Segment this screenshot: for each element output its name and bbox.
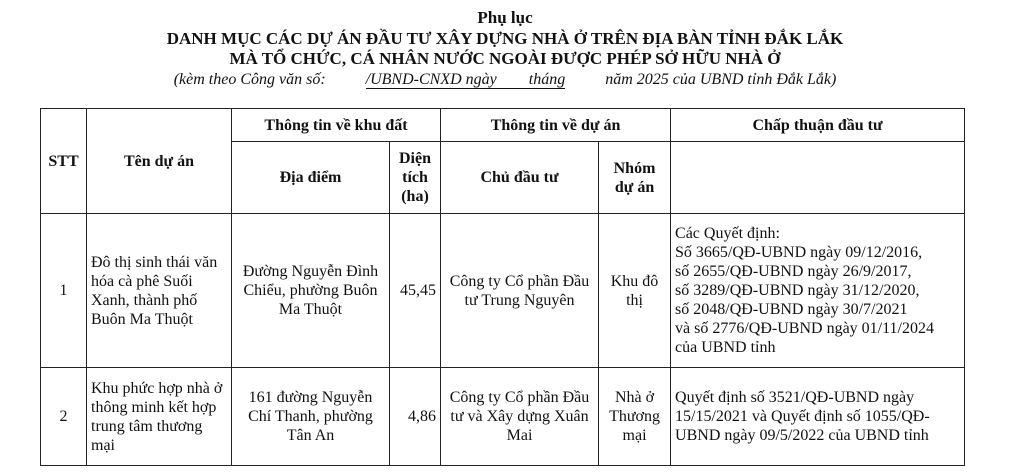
projects-table xyxy=(40,108,965,466)
approval-line: và số 2776/QĐ-UBND ngày 01/11/2024 xyxy=(675,320,934,337)
header-approval-blank xyxy=(671,142,965,214)
reference-doc-number: /UBND-CNXD ngày tháng xyxy=(365,71,566,88)
header-area: Diện tích (ha) xyxy=(390,142,441,214)
approval-line: số 3289/QĐ-UBND ngày 31/12/2020, xyxy=(675,282,920,299)
row-project-group: Nhà ở Thương mại xyxy=(599,368,671,466)
appendix-title: Phụ lục xyxy=(477,8,533,27)
document-reference xyxy=(0,71,1010,89)
table-row xyxy=(41,368,965,466)
row-stt: 2 xyxy=(41,368,87,466)
header-project-name: Tên dự án xyxy=(87,109,232,214)
approval-line: Quyết định số 3521/QĐ-UBND ngày xyxy=(675,389,915,406)
header-stt: STT xyxy=(41,109,87,214)
row-stt: 1 xyxy=(41,214,87,368)
row-investor: Công ty Cổ phần Đầu tư và Xây dựng Xuân Mai xyxy=(441,368,599,466)
approval-line: số 2655/QĐ-UBND ngày 26/9/2017, xyxy=(675,263,912,280)
approval-line: 15/15/2021 và Quyết định số 1055/QĐ- xyxy=(675,408,930,425)
approval-line: Các Quyết định: xyxy=(675,225,780,242)
row-investor: Công ty Cổ phần Đầu tư Trung Nguyên xyxy=(441,214,599,368)
row-approval xyxy=(671,214,965,368)
row-project-name: Đô thị sinh thái văn hóa cà phê Suối Xanh, thành phố Buôn Ma Thuột xyxy=(87,214,232,368)
approval-line: UBND ngày 09/5/2022 của UBND tỉnh xyxy=(675,427,929,444)
row-location: 161 đường Nguyễn Chí Thanh, phường Tân An xyxy=(232,368,390,466)
row-area: 45,45 xyxy=(390,214,441,368)
table-row xyxy=(41,214,965,368)
row-area: 4,86 xyxy=(390,368,441,466)
approval-line: của UBND tỉnh xyxy=(675,339,776,356)
header-row-1 xyxy=(41,109,965,142)
header-investor: Chủ đầu tư xyxy=(441,142,599,214)
main-title xyxy=(0,29,1010,69)
header-location: Địa điểm xyxy=(232,142,390,214)
row-project-name: Khu phức hợp nhà ở thông minh kết hợp trung tâm thương mại xyxy=(87,368,232,466)
reference-month: tháng xyxy=(528,71,566,88)
title-line-2: MÀ TỔ CHỨC, CÁ NHÂN NƯỚC NGOÀI ĐƯỢC PHÉP SỞ HỮU NHÀ Ở xyxy=(229,49,781,68)
reference-suffix: năm 2025 của UBND tỉnh Đắk Lắk) xyxy=(605,71,837,88)
header-project-group: Nhóm dự án xyxy=(599,142,671,214)
row-approval xyxy=(671,368,965,466)
header-project-info: Thông tin về dự án xyxy=(441,109,671,142)
header-approval: Chấp thuận đầu tư xyxy=(671,109,965,142)
approval-line: Số 3665/QĐ-UBND ngày 09/12/2016, xyxy=(675,244,923,261)
row-location: Đường Nguyễn Đình Chiểu, phường Buôn Ma Thuột xyxy=(232,214,390,368)
row-project-group: Khu đô thị xyxy=(599,214,671,368)
title-line-1: DANH MỤC CÁC DỰ ÁN ĐẦU TƯ XÂY DỰNG NHÀ Ở TRÊN ĐỊA BÀN TỈNH ĐẮK LẮK xyxy=(166,29,844,48)
header-land-info: Thông tin về khu đất xyxy=(232,109,441,142)
approval-line: số 2048/QĐ-UBND ngày 30/7/2021 xyxy=(675,301,908,318)
reference-prefix: (kèm theo Công văn số: xyxy=(173,71,326,88)
